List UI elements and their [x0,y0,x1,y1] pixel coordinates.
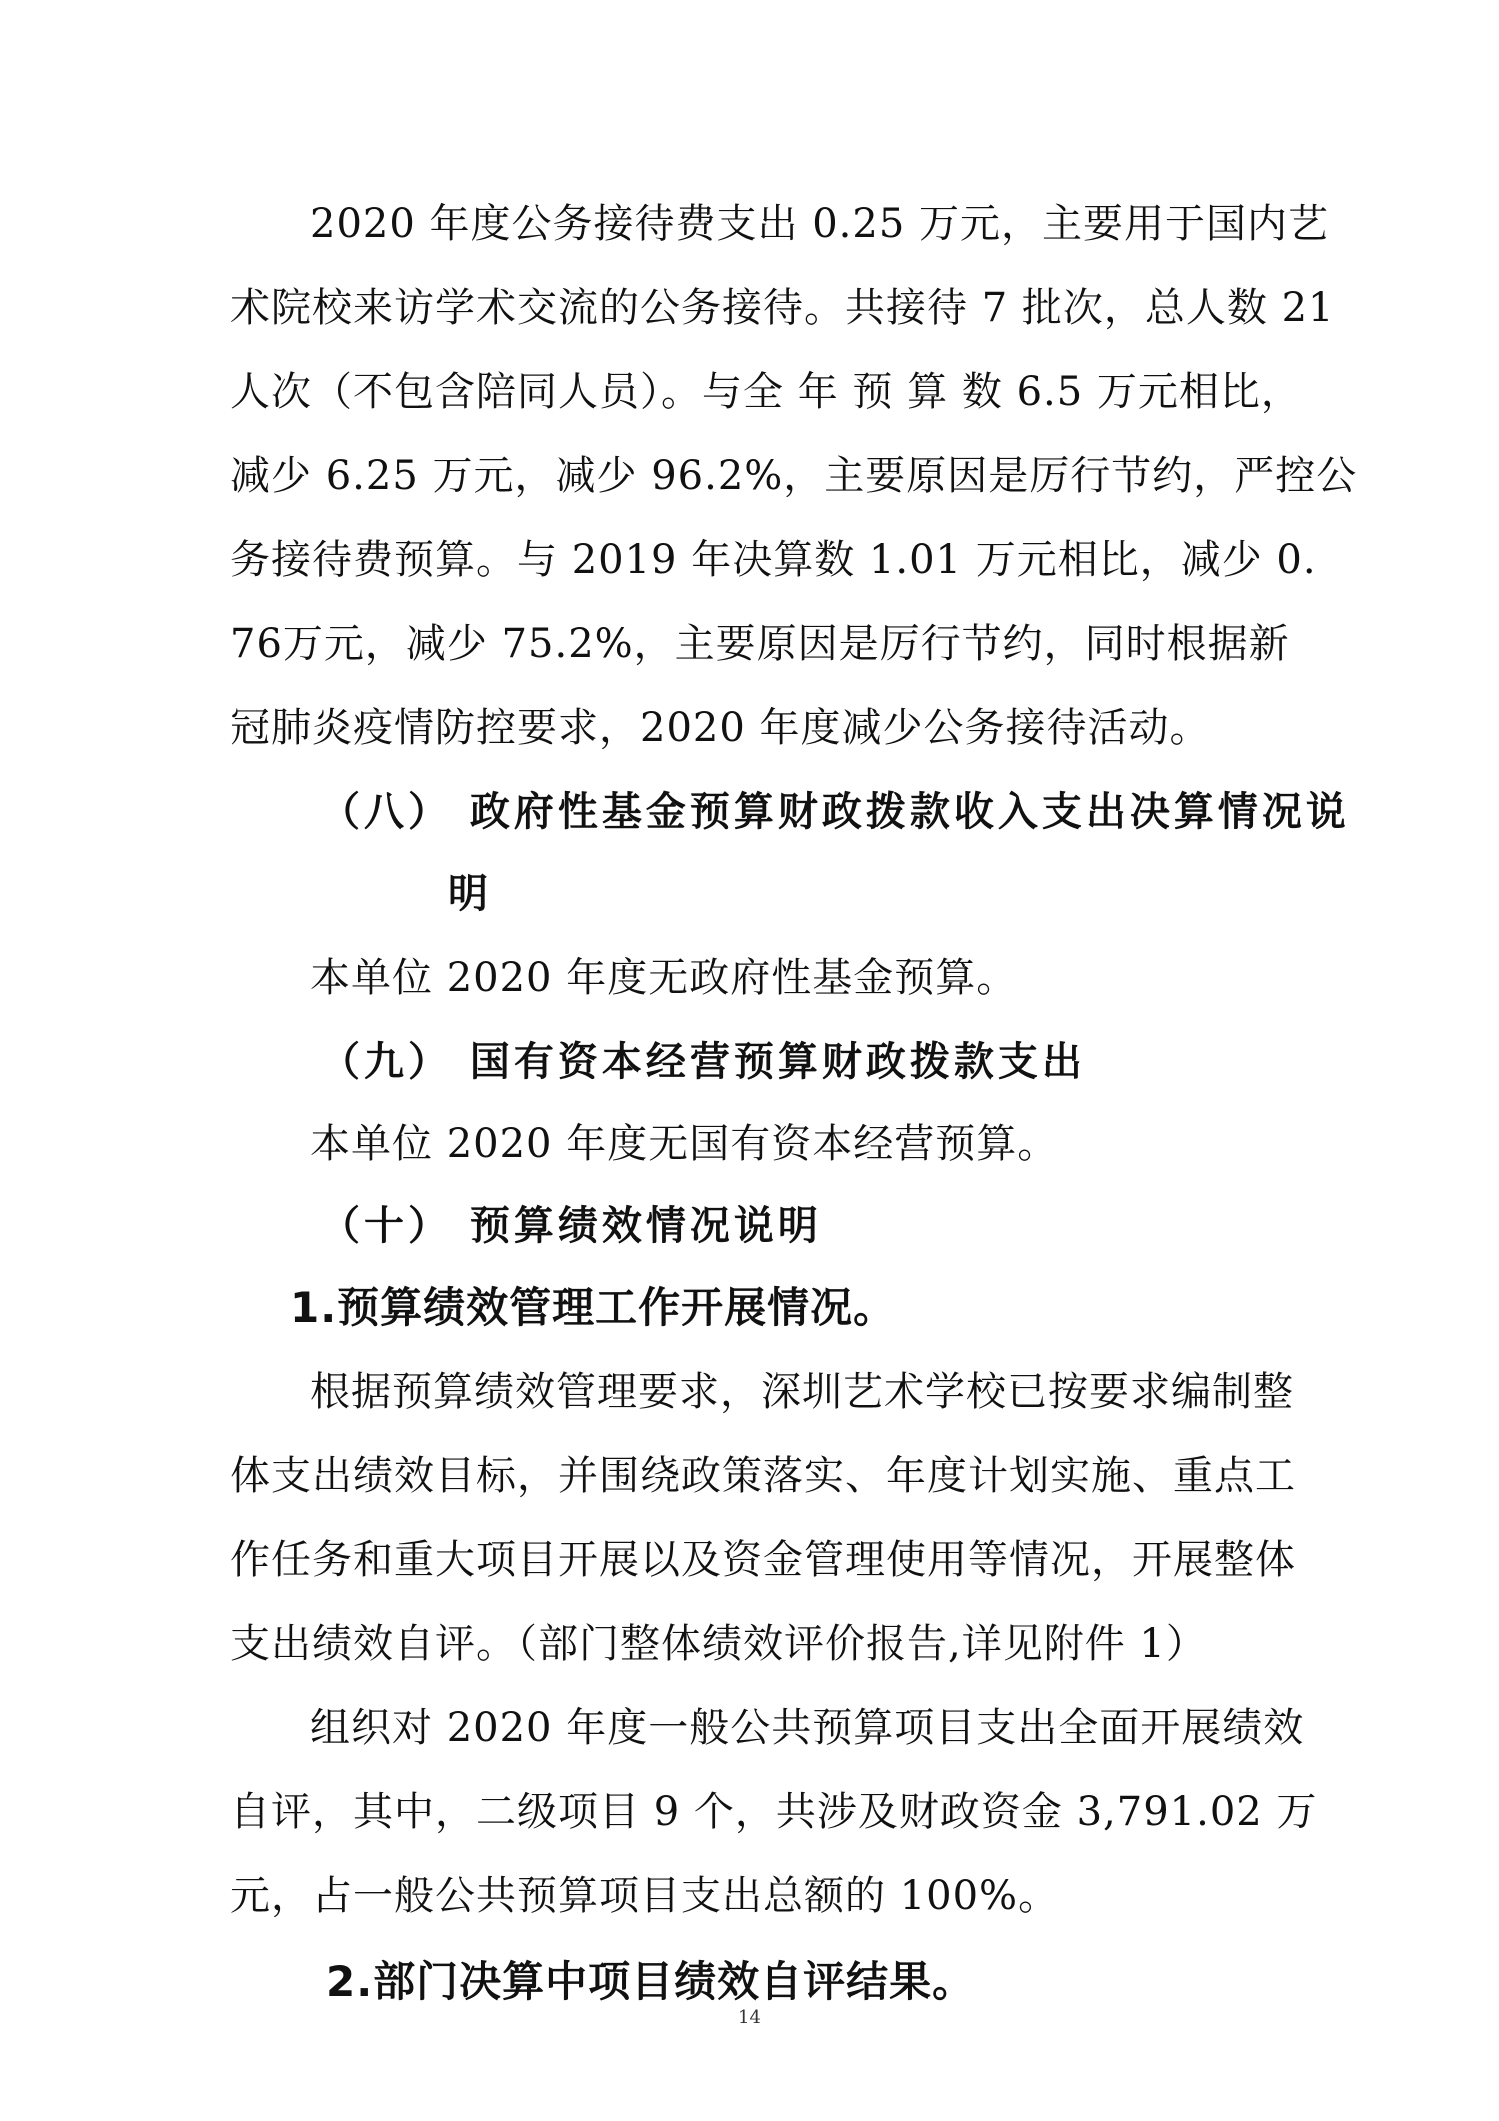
section-heading: （九） 国有资本经营预算财政拨款支出 [320,1039,1086,1085]
paragraph-line: 76万元，减少 75.2%，主要原因是厉行节约，同时根据新 [230,621,1290,667]
section-heading: （十） 预算绩效情况说明 [320,1203,822,1249]
paragraph-line: 体支出绩效目标，并围绕政策落实、年度计划实施、重点工 [230,1453,1296,1499]
paragraph-line: 术院校来访学术交流的公务接待。共接待 7 批次，总人数 21 [230,285,1335,331]
subsection-heading: 1.预算绩效管理工作开展情况。 [290,1283,897,1332]
subsection-heading: 2.部门决算中项目绩效自评结果。 [326,1957,976,2006]
section-heading: （八） 政府性基金预算财政拨款收入支出决算情况说 [320,789,1350,835]
paragraph-line: 组织对 2020 年度一般公共预算项目支出全面开展绩效 [310,1705,1305,1751]
paragraph-line: 人次（不包含陪同人员）。与全 年 预 算 数 6.5 万元相比， [230,369,1302,415]
section-body: 本单位 2020 年度无政府性基金预算。 [310,955,1018,1001]
page-number: 14 [738,2007,761,2028]
paragraph-line: 冠肺炎疫情防控要求，2020 年度减少公务接待活动。 [230,705,1211,751]
section-heading-continuation: 明 [448,871,492,917]
paragraph-line: 务接待费预算。与 2019 年决算数 1.01 万元相比，减少 0. [230,537,1317,583]
paragraph-line: 支出绩效自评。（部门整体绩效评价报告,详见附件 1） [230,1621,1207,1667]
paragraph-line: 元，占一般公共预算项目支出总额的 100%。 [230,1873,1060,1919]
paragraph-line: 2020 年度公务接待费支出 0.25 万元，主要用于国内艺 [310,201,1330,247]
paragraph-line: 减少 6.25 万元，减少 96.2%，主要原因是厉行节约，严控公 [230,453,1358,499]
paragraph-line: 作任务和重大项目开展以及资金管理使用等情况，开展整体 [230,1537,1296,1583]
section-body: 本单位 2020 年度无国有资本经营预算。 [310,1121,1059,1167]
paragraph-line: 根据预算绩效管理要求，深圳艺术学校已按要求编制整 [310,1369,1294,1415]
paragraph-line: 自评，其中，二级项目 9 个，共涉及财政资金 3,791.02 万 [230,1789,1318,1835]
